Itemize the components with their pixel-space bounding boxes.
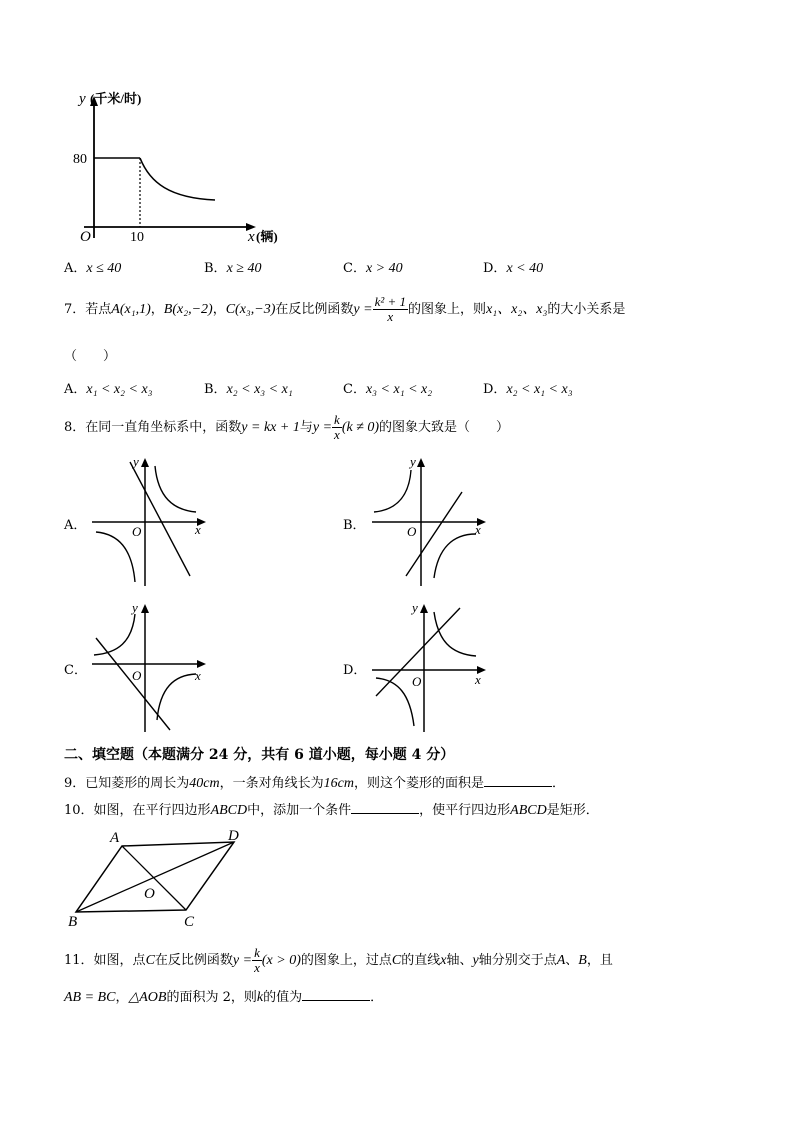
q11-answer-blank[interactable] [302, 988, 370, 1001]
graph-x-tick: 10 [130, 230, 144, 245]
q8-option-d-label: D． [343, 663, 367, 678]
graph-x-label: x [248, 229, 255, 245]
graph-origin: O [80, 229, 91, 245]
q8d-y: y [412, 600, 418, 615]
q8d-o: O [412, 674, 422, 689]
q10-answer-blank[interactable] [351, 801, 419, 814]
q8c-x: x [195, 668, 201, 683]
question-9: 9．已知菱形的周长为40cm，一条对角线长为16cm，则这个菱形的面积是 ． [64, 776, 565, 791]
speed-graph [70, 88, 290, 248]
graph-y-label: y [79, 91, 86, 107]
q10-label-c: C [184, 914, 195, 930]
q7-option-c: C．x₃ < x₁ < x₂ [343, 382, 433, 397]
q9-answer-blank[interactable] [484, 774, 552, 787]
q7-option-d: D．x₂ < x₁ < x₃ [483, 382, 573, 397]
q8b-x: x [475, 522, 481, 537]
graph-x-unit: (辆) [256, 229, 278, 244]
q10-label-o: O [144, 886, 155, 902]
q7-option-b: B．x₂ < x₃ < x₁ [204, 382, 293, 397]
q8-graph-c [88, 598, 218, 736]
q6-option-d: D．x < 40 [483, 261, 544, 276]
q10-label-b: B [68, 914, 78, 930]
q8c-y: y [132, 600, 138, 615]
question-8: 8．在同一直角坐标系中，函数y = kx + 1与y = $\frac{k}{x}$ (k ≠ 0)的图象大致是（ ） [64, 412, 510, 442]
q8a-x: x [195, 522, 201, 537]
q8a-y: y [133, 454, 139, 469]
question-11: 11．如图，点C在反比例函数y = $\frac{k}{x}$ (x > 0)的图象上，过点C的直线x轴、y轴分别交于点A、B，且 [64, 945, 613, 975]
graph-y-tick: 80 [73, 152, 87, 167]
section-2-title: 二、填空题（本题满分 24 分，共有 6 道小题，每小题 4 分） [64, 747, 455, 763]
q8-option-b-label: B． [343, 518, 366, 533]
q8b-y: y [410, 454, 416, 469]
q10-parallelogram [64, 822, 254, 934]
q6-option-b: B．x ≥ 40 [204, 261, 262, 276]
q6-option-a: A．x ≤ 40 [64, 261, 122, 276]
q10-label-d: D [228, 828, 239, 844]
question-7: 7．若点A(x₁,1)，B(x₂,−2)，C(x₃,−3)在反比例函数y = $\frac{\text{k² + 1}}{x}$ 的图象上，则x₁、x₂、x₃的大小关系是 [64, 294, 626, 324]
q8-graph-a [88, 452, 218, 590]
q8a-o: O [132, 524, 142, 539]
graph-y-unit: (千米/时) [90, 91, 142, 106]
q8c-o: O [132, 668, 142, 683]
q8-option-c-label: C． [64, 663, 87, 678]
q10-label-a: A [110, 830, 120, 846]
q7-option-a: A．x₁ < x₂ < x₃ [64, 382, 153, 397]
q8-graph-d [368, 598, 498, 736]
q8-graph-b [368, 452, 498, 590]
q7-paren: （ ） [64, 349, 117, 364]
question-10: 10．如图，在平行四边形ABCD中，添加一个条件 ，使平行四边形ABCD是矩形． [64, 803, 599, 818]
q8-option-a-label: A． [64, 518, 87, 533]
q6-option-c: C．x > 40 [343, 261, 403, 276]
q8b-o: O [407, 524, 417, 539]
q8d-x: x [475, 672, 481, 687]
question-11-line2: AB = BC，△AOB的面积为 2，则k的值为 ． [64, 990, 384, 1005]
